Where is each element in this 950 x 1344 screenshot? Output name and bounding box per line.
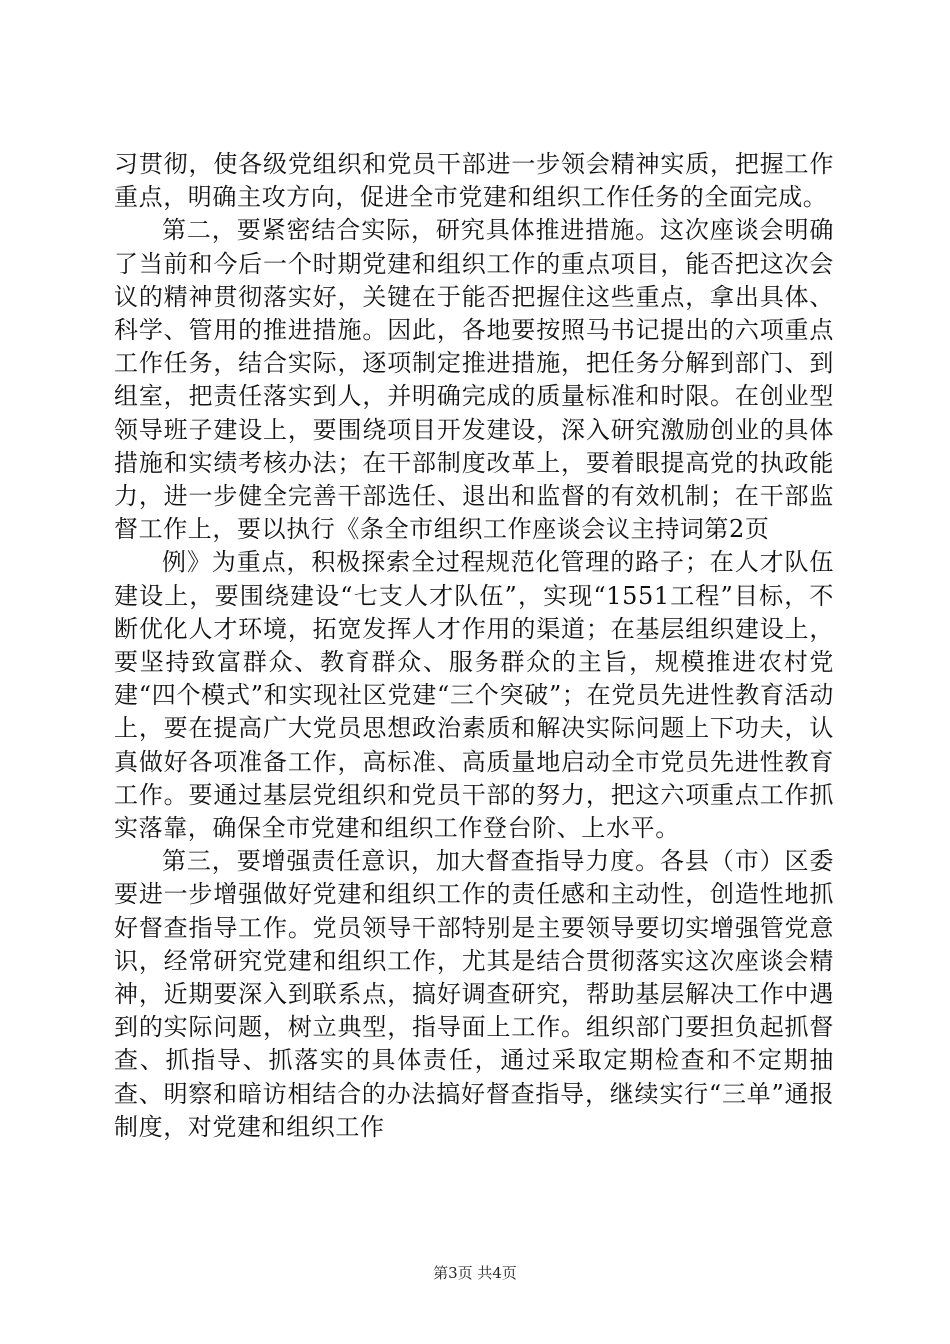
document-body — [114, 148, 834, 1144]
page-number-footer: 第3页 共4页 — [433, 1264, 517, 1282]
paragraph-third-point: 第三，要增强责任意识，加大督查指导力度。各县（市）区委要进一步增强做好党建和组织工作的责任感和主动性，创造性地抓好督查指导工作。党员领导干部特别是主要领导要切实增强管党意识，经常研究党建和组织工作，尤其是结合贯彻落实这次座谈会精神，近期要深入到联系点，搞好调查研究，帮助基层解决工作中遇到的实际问题，树立典型，指导面上工作。组织部门要担负起抓督查、抓指导、抓落实的具体责任，通过采取定期检查和不定期抽查、明察和暗访相结合的办法搞好督查指导，继续实行“三单”通报制度，对党建和组织工作 — [114, 847, 834, 1141]
paragraph-continuation: 习贯彻，使各级党组织和党员干部进一步领会精神实质，把握工作重点，明确主攻方向，促进全市党建和组织工作任务的全面完成。 — [114, 150, 834, 212]
paragraph-second-point-continued: 例》为重点，积极探索全过程规范化管理的路子；在人才队伍建设上，要围绕建设“七支人才队伍”，实现“1551工程”目标，不断优化人才环境，拓宽发挥人才作用的渠道；在基层组织建设上，要坚持致富群众、教育群众、服务群众的主旨，规模推进农村党建“四个模式”和实现社区党建“三个突破”；在党员先进性教育活动上，要在提高广大党员思想政治素质和解决实际问题上下功夫，认真做好各项准备工作，高标准、高质量地启动全市党员先进性教育工作。要通过基层党组织和党员干部的努力，把这六项重点工作抓实落靠，确保全市党建和组织工作登台阶、上水平。 — [114, 548, 834, 843]
paragraph-second-point: 第二，要紧密结合实际，研究具体推进措施。这次座谈会明确了当前和今后一个时期党建和组织工作的重点项目，能否把这次会议的精神贯彻落实好，关键在于能否把握住这些重点，拿出具体、科学、管用的推进措施。因此，各地要按照马书记提出的六项重点工作任务，结合实际，逐项制定推进措施，把任务分解到部门、到组室，把责任落实到人，并明确完成的质量标准和时限。在创业型领导班子建设上，要围绕项目开发建设，深入研究激励创业的具体措施和实绩考核办法；在干部制度改革上，要着眼提高党的执政能力，进一步健全完善干部选任、退出和监督的有效机制；在干部监督工作上，要以执行《条全市组织工作座谈会议主持词第2页 — [114, 216, 834, 544]
